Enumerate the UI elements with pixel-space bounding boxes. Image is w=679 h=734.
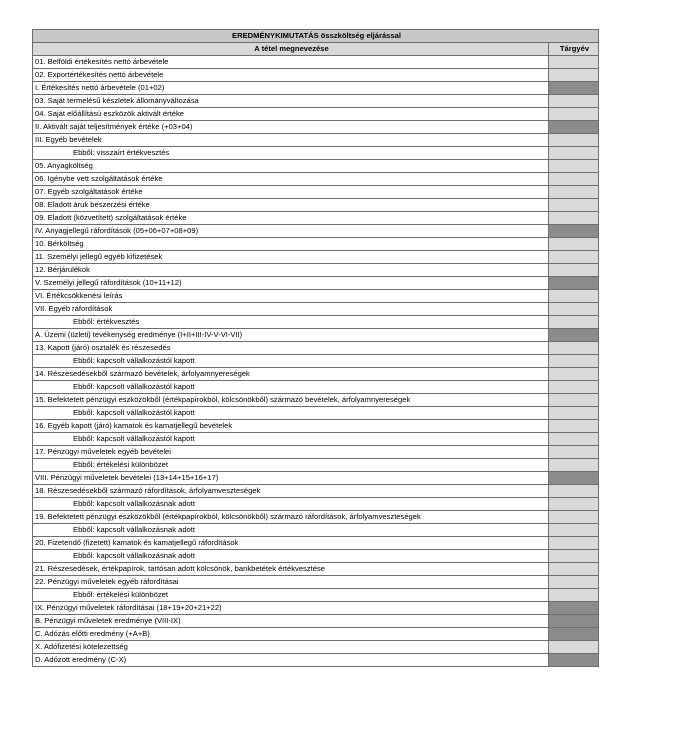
statement-row: [33, 329, 599, 342]
statement-row: [33, 225, 599, 238]
tárgyév-value-cell[interactable]: [549, 147, 599, 160]
statement-subitem-label: Ebből: kapcsolt vállalkozástól kapott: [33, 433, 549, 446]
statement-item-label: III. Egyéb bevételek: [33, 134, 549, 147]
statement-item-label: 09. Eladott (közvetített) szolgáltatások értéke: [33, 212, 549, 225]
statement-item-label: 19. Befektetett pénzügyi eszközökből (értékpapírokból, kölcsönökből) származó ráfordítások, árfolyamveszteségek: [33, 511, 549, 524]
statement-item-label: VI. Értékcsökkenési leírás: [33, 290, 549, 303]
income-statement-table: [32, 29, 599, 667]
tárgyév-value-cell[interactable]: [549, 472, 599, 485]
statement-row: [33, 563, 599, 576]
statement-row: [33, 316, 599, 329]
statement-item-label: 21. Részesedések, értékpapírok, tartósan adott kölcsönök, bankbetétek értékvesztése: [33, 563, 549, 576]
statement-item-label: B. Pénzügyi műveletek eredménye (VIII-IX): [33, 615, 549, 628]
statement-item-label: 15. Befektetett pénzügyi eszközökből (értékpapírokból, kölcsönökből) származó bevételek, árfolyamnyereségek: [33, 394, 549, 407]
tárgyév-value-cell[interactable]: [549, 108, 599, 121]
statement-row: [33, 264, 599, 277]
statement-row: [33, 160, 599, 173]
statement-row: [33, 433, 599, 446]
statement-item-label: V. Személyi jellegű ráfordítások (10+11+12): [33, 277, 549, 290]
tárgyév-value-cell[interactable]: [549, 160, 599, 173]
statement-subitem-label: Ebből: értékelési különbözet: [33, 459, 549, 472]
statement-row: [33, 69, 599, 82]
statement-row: [33, 147, 599, 160]
statement-row: [33, 173, 599, 186]
statement-subitem-label: Ebből: értékelési különbözet: [33, 589, 549, 602]
tárgyév-value-cell[interactable]: [549, 459, 599, 472]
statement-item-label: VII. Egyéb ráfordítások: [33, 303, 549, 316]
tárgyév-value-cell[interactable]: [549, 654, 599, 667]
tárgyév-value-cell[interactable]: [549, 355, 599, 368]
tárgyév-value-cell[interactable]: [549, 433, 599, 446]
statement-item-label: 07. Egyéb szolgáltatások értéke: [33, 186, 549, 199]
tárgyév-value-cell[interactable]: [549, 576, 599, 589]
statement-row: [33, 589, 599, 602]
statement-row: [33, 251, 599, 264]
statement-row: [33, 446, 599, 459]
tárgyév-value-cell[interactable]: [549, 381, 599, 394]
tárgyév-value-cell[interactable]: [549, 589, 599, 602]
statement-subitem-label: Ebből: visszaírt értékvesztés: [33, 147, 549, 160]
tárgyév-value-cell[interactable]: [549, 485, 599, 498]
statement-item-label: VIII. Pénzügyi műveletek bevételei (13+14+15+16+17): [33, 472, 549, 485]
statement-row: [33, 134, 599, 147]
statement-row: [33, 355, 599, 368]
statement-row: [33, 238, 599, 251]
statement-row: [33, 82, 599, 95]
statement-row: [33, 56, 599, 69]
statement-subitem-label: Ebből: kapcsolt vállalkozástól kapott: [33, 407, 549, 420]
statement-item-label: 16. Egyéb kapott (járó) kamatok és kamatjellegű bevételek: [33, 420, 549, 433]
statement-row: [33, 199, 599, 212]
tárgyév-value-cell[interactable]: [549, 121, 599, 134]
item-column-header: A tétel megnevezése: [33, 43, 549, 56]
tárgyév-value-cell[interactable]: [549, 537, 599, 550]
statement-subitem-label: Ebből: kapcsolt vállalkozásnak adott: [33, 524, 549, 537]
statement-row: [33, 121, 599, 134]
tárgyév-value-cell[interactable]: [549, 212, 599, 225]
statement-item-label: 11. Személyi jellegű egyéb kifizetések: [33, 251, 549, 264]
tárgyév-value-cell[interactable]: [549, 407, 599, 420]
income-statement-body: [33, 30, 599, 667]
statement-item-label: X. Adófizetési kötelezettség: [33, 641, 549, 654]
tárgyév-value-cell[interactable]: [549, 602, 599, 615]
tárgyév-value-cell[interactable]: [549, 225, 599, 238]
tárgyév-value-cell[interactable]: [549, 238, 599, 251]
statement-subitem-label: Ebből: kapcsolt vállalkozásnak adott: [33, 550, 549, 563]
statement-item-label: 03. Saját termelésű készletek állományváltozása: [33, 95, 549, 108]
statement-row: [33, 368, 599, 381]
statement-row: [33, 407, 599, 420]
statement-item-label: 04. Saját előállítású eszközök aktivált értéke: [33, 108, 549, 121]
statement-item-label: IX. Pénzügyi műveletek ráfordításai (18+19+20+21+22): [33, 602, 549, 615]
tárgyév-value-cell[interactable]: [549, 563, 599, 576]
statement-row: [33, 485, 599, 498]
tárgyév-value-cell[interactable]: [549, 290, 599, 303]
statement-row: [33, 381, 599, 394]
statement-row: [33, 602, 599, 615]
tárgyév-value-cell[interactable]: [549, 69, 599, 82]
statement-item-label: 18. Részesedésekből származó ráfordítások, árfolyamveszteségek: [33, 485, 549, 498]
statement-item-label: 10. Bérköltség: [33, 238, 549, 251]
statement-row: [33, 654, 599, 667]
tárgyév-value-cell[interactable]: [549, 511, 599, 524]
statement-item-label: A. Üzemi (üzleti) tevékenység eredménye (I+II+III-IV-V-VI-VII): [33, 329, 549, 342]
statement-item-label: 17. Pénzügyi műveletek egyéb bevételei: [33, 446, 549, 459]
tárgyév-value-cell[interactable]: [549, 342, 599, 355]
tárgyév-value-cell[interactable]: [549, 251, 599, 264]
statement-item-label: IV. Anyagjellegű ráfordítások (05+06+07+08+09): [33, 225, 549, 238]
tárgyév-value-cell[interactable]: [549, 498, 599, 511]
statement-item-label: 02. Exportértékesítés nettó árbevétele: [33, 69, 549, 82]
tárgyév-value-cell[interactable]: [549, 615, 599, 628]
tárgyév-value-cell[interactable]: [549, 628, 599, 641]
statement-item-label: 22. Pénzügyi műveletek egyéb ráfordításai: [33, 576, 549, 589]
tárgyév-value-cell[interactable]: [549, 134, 599, 147]
value-column-header: Tárgyév: [549, 43, 599, 56]
tárgyév-value-cell[interactable]: [549, 446, 599, 459]
tárgyév-value-cell[interactable]: [549, 550, 599, 563]
tárgyév-value-cell[interactable]: [549, 264, 599, 277]
statement-item-label: 12. Bérjárulékok: [33, 264, 549, 277]
statement-subitem-label: Ebből: kapcsolt vállalkozástól kapott: [33, 381, 549, 394]
statement-item-label: 05. Anyagköltség: [33, 160, 549, 173]
statement-row: [33, 524, 599, 537]
table-title-row: [33, 30, 599, 43]
statement-item-label: 14. Részesedésekből származó bevételek, árfolyamnyereségek: [33, 368, 549, 381]
statement-item-label: II. Aktivált saját teljesítmények értéke (+03+04): [33, 121, 549, 134]
tárgyév-value-cell[interactable]: [549, 95, 599, 108]
table-header-row: [33, 43, 599, 56]
statement-row: [33, 186, 599, 199]
tárgyév-value-cell[interactable]: [549, 420, 599, 433]
statement-item-label: 01. Belföldi értékesítés nettó árbevétele: [33, 56, 549, 69]
statement-row: [33, 511, 599, 524]
statement-row: [33, 641, 599, 654]
tárgyév-value-cell[interactable]: [549, 368, 599, 381]
tárgyév-value-cell[interactable]: [549, 316, 599, 329]
statement-item-label: 06. Igénybe vett szolgáltatások értéke: [33, 173, 549, 186]
statement-item-label: 20. Fizetendő (fizetett) kamatok és kamatjellegű ráfordítások: [33, 537, 549, 550]
statement-row: [33, 394, 599, 407]
statement-row: [33, 95, 599, 108]
statement-item-label: C. Adózás előtti eredmény (+A+B): [33, 628, 549, 641]
statement-row: [33, 108, 599, 121]
statement-row: [33, 420, 599, 433]
tárgyév-value-cell[interactable]: [549, 394, 599, 407]
statement-row: [33, 342, 599, 355]
tárgyév-value-cell[interactable]: [549, 329, 599, 342]
statement-row: [33, 628, 599, 641]
statement-row: [33, 550, 599, 563]
table-title: EREDMÉNYKIMUTATÁS összköltség eljárással: [33, 30, 599, 43]
statement-row: [33, 615, 599, 628]
tárgyév-value-cell[interactable]: [549, 82, 599, 95]
statement-row: [33, 472, 599, 485]
statement-row: [33, 303, 599, 316]
statement-row: [33, 277, 599, 290]
statement-row: [33, 576, 599, 589]
statement-row: [33, 459, 599, 472]
statement-item-label: 08. Eladott áruk beszerzési értéke: [33, 199, 549, 212]
statement-row: [33, 537, 599, 550]
tárgyév-value-cell[interactable]: [549, 56, 599, 69]
tárgyév-value-cell[interactable]: [549, 303, 599, 316]
statement-item-label: 13. Kapott (járó) osztalék és részesedés: [33, 342, 549, 355]
statement-row: [33, 290, 599, 303]
statement-item-label: D. Adózott eredmény (C-X): [33, 654, 549, 667]
statement-row: [33, 498, 599, 511]
tárgyév-value-cell[interactable]: [549, 173, 599, 186]
tárgyév-value-cell[interactable]: [549, 277, 599, 290]
tárgyév-value-cell[interactable]: [549, 524, 599, 537]
statement-subitem-label: Ebből: kapcsolt vállalkozásnak adott: [33, 498, 549, 511]
statement-subitem-label: Ebből: kapcsolt vállalkozástól kapott: [33, 355, 549, 368]
statement-item-label: I. Értékesítés nettó árbevétele (01+02): [33, 82, 549, 95]
statement-row: [33, 212, 599, 225]
tárgyév-value-cell[interactable]: [549, 641, 599, 654]
tárgyév-value-cell[interactable]: [549, 186, 599, 199]
tárgyév-value-cell[interactable]: [549, 199, 599, 212]
statement-subitem-label: Ebből: értékvesztés: [33, 316, 549, 329]
